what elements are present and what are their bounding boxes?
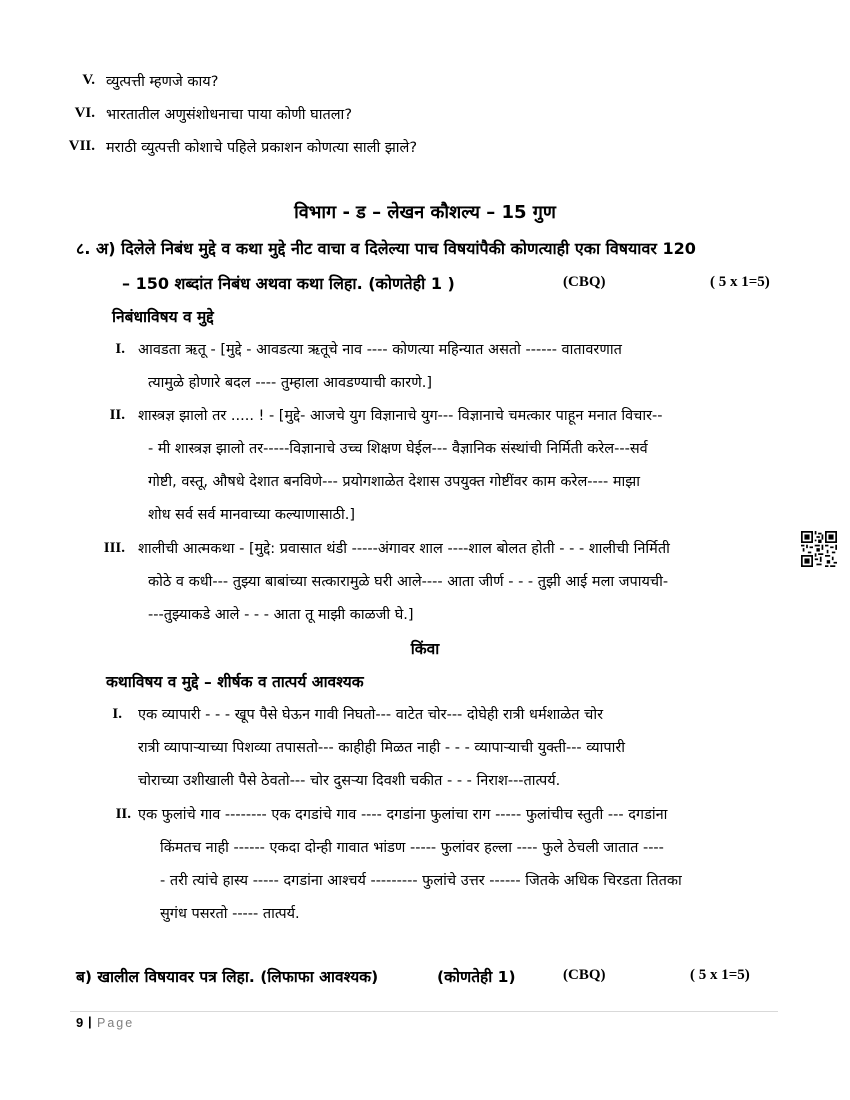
story-item-line: सुगंध पसरतो ----- तात्पर्य.	[160, 906, 300, 922]
essay-item-line: शोध सर्व सर्व मानवाच्या कल्याणासाठी.]	[148, 507, 356, 523]
section-heading: विभाग - ड – लेखन कौशल्य – 15 गुण	[294, 202, 556, 223]
essay-item-line: कोठे व कधी--- तुझ्या बाबांच्या सत्कारामुळे घरी आले---- आता जीर्ण - - - तुझी आई मला जपायची-	[148, 574, 669, 590]
story-section-title: कथाविषय व मुद्दे – शीर्षक व तात्पर्य आवश्यक	[106, 673, 364, 691]
essay-item-line: - मी शास्त्रज्ञ झालो तर-----विज्ञानाचे उच्च शिक्षण घेईल--- वैज्ञानिक संस्थांची निर्मिती करेल---सर्व	[148, 441, 648, 457]
essay-item-line: गोष्टी, वस्तू, औषधे देशात बनविणे--- प्रयोगशाळेत देशास उपयुक्त गोष्टींवर काम करेल---- माझा	[148, 474, 640, 490]
essay-item-line: त्यामुळे होणारे बदल ---- तुम्हाला आवडण्याची कारणे.]	[148, 375, 432, 391]
question-number: V.	[82, 72, 95, 88]
footer-separator: |	[88, 1014, 92, 1029]
marks-label: ( 5 x 1=5)	[710, 274, 770, 290]
question-text: भारतातील अणुसंशोधनाचा पाया कोणी घातला?	[106, 107, 353, 123]
essay-section-title: निबंधाविषय व मुद्दे	[112, 308, 214, 326]
story-item-line: किंमतच नाही ------ एकदा दोन्ही गावात भांडण ----- फुलांवर हल्ला ---- फुले ठेचली जातात ----	[160, 840, 664, 856]
cbq-label: (CBQ)	[563, 967, 606, 983]
question-text: व्युत्पत्ती म्हणजे काय?	[106, 74, 219, 90]
story-item-line: रात्री व्यापाऱ्याच्या पिशव्या तपासतो--- काहीही मिळत नाही - - - व्यापाऱ्याची युक्ती--- व्यापारी	[138, 740, 626, 756]
question-8-line1: ८. अ) दिलेले निबंध मुद्दे व कथा मुद्दे नीट वाचा व दिलेल्या पाच विषयांपैकी कोणत्याही एका विषयावर 120	[76, 239, 696, 258]
story-item-line: चोराच्या उशीखाली पैसे ठेवतो--- चोर दुसऱ्या दिवशी चकीत - - - निराश---तात्पर्य.	[138, 773, 561, 789]
essay-item-number: II.	[109, 407, 125, 423]
or-label: किंवा	[410, 640, 440, 658]
marks-label: ( 5 x 1=5)	[690, 967, 750, 983]
essay-item-line: शालीची आत्मकथा - [मुद्दे: प्रवासात थंडी -----अंगावर शाल ----शाल बोलत होती - - - शालीची निर्मिती	[138, 541, 670, 557]
question-text: मराठी व्युत्पत्ती कोशाचे पहिले प्रकाशन कोणत्या साली झाले?	[106, 140, 418, 156]
question-b-choice: (कोणतेही 1)	[437, 968, 516, 986]
page-word: Page	[97, 1016, 135, 1030]
footer-rule	[70, 1011, 778, 1012]
cbq-label: (CBQ)	[563, 274, 606, 290]
story-item-line: - तरी त्यांचे हास्य ----- दगडांना आश्चर्य --------- फुलांचे उत्तर ------ जितके अधिक चिरडता तितका	[160, 873, 682, 889]
qr-code	[801, 530, 837, 568]
question-b-text: ब) खालील विषयावर पत्र लिहा. (लिफाफा आवश्यक)	[76, 968, 379, 986]
essay-item-number: III.	[103, 540, 125, 556]
page-number: 9	[76, 1015, 84, 1030]
question-8-line2: – 150 शब्दांत निबंध अथवा कथा लिहा. (कोणतेही 1 )	[122, 274, 455, 293]
story-item-line: एक फुलांचे गाव -------- एक दगडांचे गाव ---- दगडांना फुलांचा राग ----- फुलांचीच स्तुती --- दगडांना	[138, 807, 668, 823]
story-item-number: I.	[112, 706, 122, 722]
question-number: VII.	[68, 138, 95, 154]
story-item-number: II.	[115, 806, 131, 822]
essay-item-line: ---तुझ्याकडे आले - - - आता तू माझी काळजी घे.]	[148, 607, 414, 623]
essay-item-line: आवडता ऋतू - [मुद्दे - आवडत्या ऋतूचे नाव ---- कोणत्या महिन्यात असतो ------ वातावरणात	[138, 342, 622, 358]
essay-item-line: शास्त्रज्ञ झालो तर ..... ! - [मुद्दे- आजचे युग विज्ञानाचे युग--- विज्ञानाचे चमत्कार पाहून मनात विचार--	[138, 408, 663, 424]
question-number: VI.	[74, 105, 95, 121]
essay-item-number: I.	[115, 341, 125, 357]
story-item-line: एक व्यापारी - - - खूप पैसे घेऊन गावी निघतो--- वाटेत चोर--- दोघेही रात्री धर्मशाळेत चोर	[138, 707, 604, 723]
